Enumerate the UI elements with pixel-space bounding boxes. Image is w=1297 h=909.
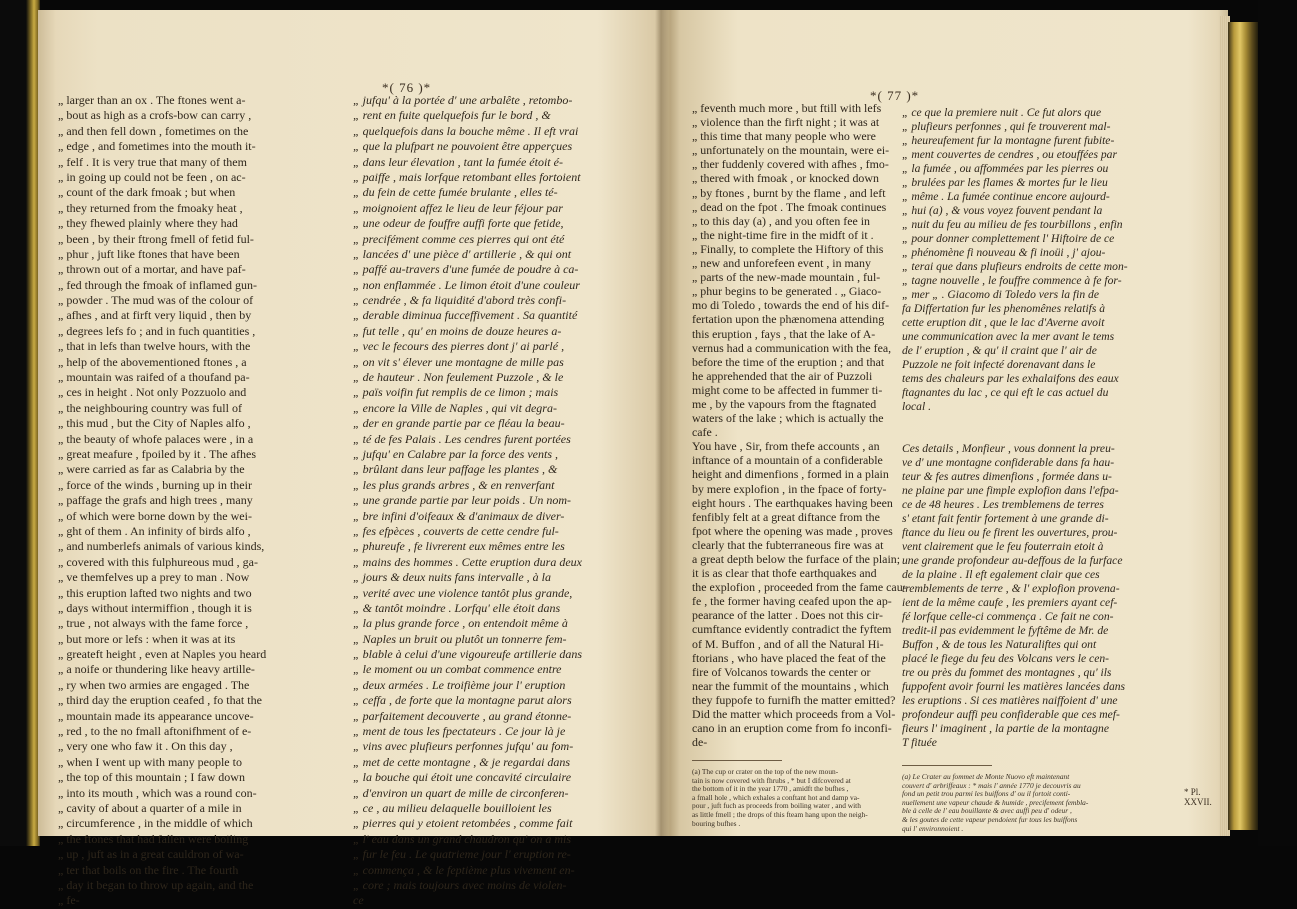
text-line: „ ght of them . An infinity of birds alfo , (58, 523, 251, 538)
text-line: „ greateft height , even at Naples you heard (58, 647, 267, 662)
text-line: they fuppofe to furnifh the matter emitted? (692, 692, 896, 707)
text-line: „ té de fes Palais . Les cendres furent portées (353, 431, 571, 446)
text-line: mo di Toledo , towards the end of his dif- (692, 298, 890, 313)
text-line: „ pour donner complettement l' Hiftoire de ce (902, 232, 1115, 245)
text-line: „ thrown out of a mortar, and have paf- (58, 262, 246, 277)
text-line: pour , juft fuch as proceeds from boiling water , and with (692, 802, 861, 811)
text-line: me , by the vapours from the ftagnated (692, 396, 877, 411)
text-line: „ new and unforefeen event , in many (692, 256, 871, 271)
text-line: „ up , juft as in a great cauldron of wa- (58, 847, 244, 862)
text-line: T fituée (902, 736, 937, 749)
text-line: „ fed through the fmoak of inflamed gun- (58, 277, 257, 292)
text-line: ftorians , who have placed the feat of the (692, 650, 886, 665)
text-line: s' etant fait fentir fortement à une grande di- (902, 512, 1109, 525)
text-line: cafe . (692, 425, 718, 440)
text-line: „ & tantôt moindre . Lorfqu' elle étoit dans (353, 600, 561, 615)
text-line: „ rent en fuite quelquefois fur le bord , & (353, 108, 551, 123)
text-line: „ third day the eruption ceafed , fo that the (58, 693, 262, 708)
text-line: cette eruption dit , que le lac d'Averne avoit (902, 316, 1105, 329)
text-line: „ Naples un bruit ou plutôt un tonnerre fem- (353, 631, 567, 646)
text-line: fertation upon the phænomena attending (692, 312, 885, 327)
text-line: „ parts of the new-made mountain , ful- (692, 270, 881, 285)
text-line: fire of Volcanos towards the center or (692, 664, 871, 679)
text-line: „ the beauty of whofe palaces were , in a (58, 431, 254, 446)
left-page-french-column (353, 93, 635, 909)
text-line: „ heureufement fur la montagne furent fubite- (902, 134, 1115, 147)
text-line: „ met de cette montagne , & je regardai dans (353, 754, 571, 769)
text-line: Ces details , Monfieur , vous donnent la preu- (902, 442, 1115, 455)
text-line: tre ou près du fommet des montagnes , qu' ils (902, 666, 1112, 679)
text-line: „ that in lefs than twelve hours, with the (58, 339, 251, 354)
text-line: local . (902, 400, 931, 413)
text-line: teur & fes autres dimenfions , formée dans u- (902, 470, 1112, 483)
text-line: (a) Le Crater au fommet de Monte Nuovo eft maintenant (902, 773, 1070, 781)
text-line: „ phureufe , fe livrerent eux mêmes entre les (353, 539, 565, 554)
plate-reference-line: XXVII. (1184, 797, 1212, 807)
text-line: „ derable diminua fucceffivement . Sa quantité (353, 308, 578, 323)
background-right (1258, 0, 1297, 846)
text-line: tredit-il pas evidemment le fyftême de Mr. de (902, 624, 1109, 637)
text-line: a great depth below the furface of the plain; (692, 552, 900, 566)
book-gutter (655, 10, 669, 836)
text-line: (a) The cup or crater on the top of the new moun- (692, 768, 839, 776)
text-line: vent clairement que le feu fouterrain etoit à (902, 540, 1104, 553)
text-line: „ days without intermiffion , though it is (58, 600, 252, 615)
text-line: You have , Sir, from thefe accounts , an (692, 439, 880, 454)
text-line: tremblements de terre , & l' explofion provena- (902, 582, 1120, 595)
text-line: „ the top of this mountain ; I faw down (58, 770, 245, 785)
text-line: & les goutes de cette vapeur pendoient fur tous les buiffons (902, 815, 1078, 824)
text-line: profondeur auffi peu confiderable que ces mef- (902, 708, 1120, 721)
text-line: bouring bufhes . (692, 819, 741, 828)
text-line: „ vins avec plufieurs perfonnes jufqu' au fom- (353, 739, 574, 754)
text-line: fpot where the opening was made , proves (692, 523, 893, 538)
text-line: „ violence than the firft night ; it was at (692, 115, 880, 130)
text-line: by mere explofion , in the fpace of forty- (692, 481, 887, 496)
text-line: „ of which were borne down by the wei- (58, 508, 252, 523)
text-line: fenfibly felt at a great diftance from the (692, 509, 880, 524)
text-line: „ and numberlefs animals of various kinds, (58, 539, 265, 554)
text-line: ble à celle de l' eau bouillante & avec auffi peu d' odeur , (902, 807, 1072, 816)
text-line: „ core ; mais toujours avec moins de violen- (353, 877, 567, 892)
text-line: „ fur le feu . Le quatrieme jour l' eruption re- (353, 847, 571, 862)
text-line: une grande profondeur au-deffous de la furface (902, 554, 1123, 567)
text-line: „ ry when two armies are engaged . The (58, 677, 250, 692)
text-line: „ by ftones , burnt by the flame , and left (692, 185, 886, 200)
footnote-rule-english (692, 760, 782, 761)
text-line: „ ces in height . Not only Pozzuolo and (58, 385, 247, 400)
text-line: „ ce que la premiere nuit . Ce fut alors que (902, 106, 1102, 119)
text-line: „ les plus grands arbres , & en renverfant (353, 477, 555, 492)
text-line: ne plaine par une fimple explofion dans l'efpa- (902, 484, 1119, 497)
text-line: „ phur , juft like ftones that have been (58, 246, 240, 261)
text-line: „ powder . The mud was of the colour of (58, 293, 254, 308)
text-line: „ vec le fecours des pierres dont j' ai parlé , (353, 339, 565, 354)
text-line: as little fmell ; the drops of this fteam hang upon the neigh- (692, 810, 868, 819)
text-line: fe , the former having ceafed upon the ap- (692, 594, 892, 609)
right-page-french-footnote (902, 773, 1172, 833)
text-line: „ une odeur de fouffre auffi forte que fetide, (353, 216, 564, 231)
text-line: „ verité avec une violence tantôt plus grande, (353, 585, 573, 600)
text-line: „ the night-time fire in the midft of it . (692, 227, 874, 242)
text-line: „ great meafure , fpoiled by it . The afhes (58, 446, 257, 461)
text-line: tain is now covered with fhrubs , * but I difcovered at (692, 776, 851, 785)
text-line: a fmall hole , which exhales a conftant hot and damp va- (692, 793, 860, 802)
text-line: „ ve themfelves up a prey to man . Now (58, 570, 250, 585)
text-line: „ pierres qui y etoient retombées , comme fait (353, 816, 573, 831)
text-line: „ terai que dans plufieurs endroits de cette mon- (902, 260, 1128, 273)
text-line: „ Finally, to complete the Hiftory of this (692, 241, 884, 256)
text-line: „ la bouche qui étoit une concavité circulaire (353, 770, 572, 785)
text-line: before the time of the eruption ; and that (692, 354, 885, 369)
text-line: „ they fhewed plainly where they had (58, 216, 238, 231)
text-line: „ into its mouth , which was a round con- (58, 785, 257, 800)
text-line: de la plaine . Il eft egalement clair que ces (902, 568, 1100, 581)
text-line: „ mountain made its appearance uncove- (58, 708, 254, 723)
text-line: „ païs voifin fut remplis de ce limon ; mais (353, 385, 559, 400)
text-line: „ tagne nouvelle , le fouffre commence à fe for- (902, 274, 1122, 287)
text-line: Puzzole ne foit infecté dorenavant dans le (902, 358, 1096, 371)
text-line: „ afhes , and at firft very liquid , then by (58, 308, 252, 323)
text-line: „ the ftones that had fallen were boiling (58, 831, 249, 846)
right-page-french-column (902, 106, 1176, 750)
text-line: „ in going up could not be feen , on ac- (58, 169, 246, 184)
text-line: „ ter that boils on the fire . The fourth (58, 862, 239, 877)
text-line: cano in an eruption come from fo inconfi- (692, 721, 892, 736)
text-line: cumftance evidently contradict the fyftem (692, 622, 892, 637)
text-line: „ non enflammée . Le limon étoit d'une couleur (353, 277, 580, 292)
text-line: „ unfortunately on the mountain, were ei- (692, 143, 890, 158)
text-line: „ nuit du feu au milieu de fes tourbillons , enfin (902, 218, 1123, 231)
text-line: it is as clear that thofe earthquakes and (692, 566, 877, 581)
text-line: „ hui (a) , & vous voyez fouvent pendant la (902, 204, 1103, 217)
left-page-english-column (58, 93, 334, 909)
text-line: „ jufqu' en Calabre par la force des vents , (353, 446, 558, 461)
text-line: fé lorfque celle-ci commença . Ce fait ne con- (902, 610, 1114, 623)
text-line: les eruptions . Si ces matières naiffoient d' une (902, 694, 1118, 707)
text-line: „ jufqu' à la portée d' une arbalête , retombo- (353, 93, 573, 107)
text-line: „ to this day (a) , and you often fee in (692, 213, 870, 228)
text-line: „ day it began to throw up again, and the (58, 877, 254, 892)
text-line: „ true , not always with the fame force , (58, 616, 249, 631)
text-line: „ ment de tous les fpectateurs . Ce jour là je (353, 724, 566, 739)
text-line: fuppofent avoir fourni les matières lancées dans (902, 680, 1126, 693)
text-line: „ this time that many people who were (692, 129, 876, 144)
text-line: couvert d' arbriffeaux : * mais l' année 1770 je decouvris au (902, 781, 1081, 790)
text-line: „ blable à celui d'une vigoureufe artillerie dans (353, 647, 583, 662)
text-line: „ l' eau dans un grand chaudron qu' on a mis (353, 831, 572, 846)
text-line: „ mains des hommes . Cette eruption dura deux (353, 554, 582, 569)
text-line: „ feventh much more , but ftill with lefs (692, 101, 882, 115)
text-line: „ de hauteur . Non feulement Puzzole , & le (353, 370, 564, 385)
text-line: „ jours & deux nuits fans intervalle , à la (353, 570, 551, 585)
text-line (902, 414, 1176, 428)
text-line: „ même . La fumée continue encore aujourd- (902, 190, 1110, 203)
text-line: „ deux armées . Le troifième jour l' eruption (353, 677, 566, 692)
text-line: ce de 48 heures . Les tremblemens de terres (902, 498, 1104, 511)
text-line: „ ceffa , de forte que la montagne parut alors (353, 693, 572, 708)
text-line: „ phénomène fi nouveau & fi inoüi , j' ajou- (902, 246, 1106, 259)
text-line: „ felf . It is very true that many of them (58, 154, 247, 169)
text-line: „ que la plufpart ne pouvoient être apperçues (353, 139, 573, 154)
footnote-rule-french (902, 765, 992, 766)
text-line: „ been , by their ftrong fmell of fetid ful- (58, 231, 254, 246)
text-line: nuellement une vapeur chaude & humide , precifement fembla- (902, 798, 1089, 807)
text-line: „ were carried as far as Calabria by the (58, 462, 245, 477)
text-line: pearance of the latter . Does not this cir- (692, 608, 883, 623)
text-line: Buffon , & de tous les Naturaliftes qui ont (902, 638, 1097, 651)
text-line: „ help of the abovementioned ftones , a (58, 354, 247, 369)
text-line: „ bre infini d'oifeaux & d'animaux de diver- (353, 508, 565, 523)
text-line: „ fut telle , qu' en moins de douze heures a- (353, 323, 562, 338)
text-line: „ circumference , in the middle of which (58, 816, 253, 831)
text-line: „ ment couvertes de cendres , ou etouffées par (902, 148, 1117, 161)
text-line: fa Differtation fur les phenomênes relatifs à (902, 302, 1106, 315)
text-line: „ d'environ un quart de mille de circonferen- (353, 785, 569, 800)
text-line: ftagnantes du lac , ce qui eft le cas actuel du (902, 386, 1109, 399)
text-line: Did the matter which proceeds from a Vol- (692, 707, 896, 722)
text-line: une communication avec la mer avant le tems (902, 330, 1115, 343)
text-line: „ on vit s' élever une montagne de mille pas (353, 354, 564, 369)
text-line: „ red , to the no fmall aftonifhment of e- (58, 724, 252, 739)
text-line: „ commença , & le feptième plus vivement en- (353, 862, 575, 877)
text-line: „ a noife or thundering like heavy artille- (58, 662, 255, 677)
text-line: „ covered with this fulphureous mud , ga- (58, 554, 258, 569)
page-number-left: *( 76 )* (382, 80, 432, 95)
page-number-right: *( 77 )* (870, 88, 920, 103)
plate-reference-note (1184, 787, 1212, 807)
text-line: of M. Buffon , and of all the Natural Hi- (692, 636, 884, 651)
text-line: „ paffé au-travers d'une fumée de poudre à ca- (353, 262, 579, 277)
text-line: „ la plus grande force , on entendoit même à (353, 616, 568, 631)
text-line: „ fe- (58, 893, 80, 908)
text-line: „ the neighbouring country was full of (58, 400, 242, 415)
text-line: near the fummit of the mountains , which (692, 678, 889, 693)
text-line: de l' eruption , & qu' il craint que l' air de (902, 344, 1097, 357)
text-line: clearly that the fubterraneous fire was at (692, 537, 884, 552)
text-line: the explofion , proceeded from the fame cau- (692, 580, 907, 595)
text-line: „ dead on the fpot . The fmoak continues (692, 199, 887, 214)
text-line: ce (353, 893, 364, 908)
text-line: „ they returned from the fmoaky heat , (58, 200, 243, 215)
text-line: „ lancées d' une pièce d' artillerie , & qui ont (353, 246, 572, 261)
text-line: inftance of a mountain of a confiderable (692, 453, 883, 468)
text-line: „ very one who faw it . On this day , (58, 739, 233, 754)
text-line: „ brûlant dans leur paffage les plantes , & (353, 462, 558, 477)
text-line: he apprehended that the air of Puzzoli (692, 368, 873, 383)
text-line: eight hours . The earthquakes having been (692, 495, 893, 510)
text-line: de- (692, 735, 708, 750)
text-line: „ count of the dark fmoak ; but when (58, 185, 236, 200)
text-line: ve d' une montagne confiderable dans fa hau- (902, 456, 1115, 469)
text-line: „ phur begins to be generated . „ Giaco- (692, 284, 882, 299)
text-line: „ degrees lefs fo ; and in fuch quantities , (58, 323, 256, 338)
text-line: „ brulées par les flames & mortes fur le lieu (902, 176, 1108, 189)
text-line (902, 428, 1176, 442)
text-line: „ cendrée , & fa liquidité d'abord très confi- (353, 293, 567, 308)
text-line: fond un petit trou parmi les buiffons d' ou il fortoit conti- (902, 790, 1071, 799)
text-line: „ mer „ . Giacomo di Toledo vers la fin de (902, 288, 1099, 301)
text-line: „ ther fuddenly covered with afhes , fmo- (692, 157, 889, 172)
text-line: „ precifément comme ces pierres qui ont été (353, 231, 565, 246)
text-line: „ une grande partie par leur poids . Un nom- (353, 493, 571, 508)
text-line: this eruption , fays , that the lake of A- (692, 326, 876, 341)
text-line: ftance du lieu ou fe firent les ouvertures, prou- (902, 526, 1118, 539)
text-line: „ force of the winds , burning up in their (58, 477, 252, 492)
text-line: might come to be affected in fummer ti- (692, 382, 883, 397)
text-line: „ but more or lefs : when it was at its (58, 631, 236, 646)
text-line: vernus had a communication with the fea, (692, 340, 892, 355)
text-line: „ fes efpèces , couverts de cette cendre ful- (353, 523, 559, 538)
text-line: „ parfaitement decouverte , au grand étonne- (353, 708, 572, 723)
text-line: „ edge , and fometimes into the mouth it- (58, 139, 256, 154)
text-line: „ plufieurs perfonnes , qui fe trouverent mal- (902, 120, 1111, 133)
text-line: placé le fiege du feu des Volcans vers le cen- (902, 652, 1109, 665)
text-line: „ cavity of about a quarter of a mile in (58, 800, 242, 815)
text-line: „ this eruption lafted two nights and two (58, 585, 252, 600)
text-line: ient de la même caufe , les premiers ayant cef- (902, 596, 1118, 609)
book-right-edge (1228, 22, 1258, 830)
text-line: „ larger than an ox . The ftones went a- (58, 93, 246, 107)
text-line: qui l' environnoient . (902, 824, 964, 833)
text-line: „ this mud , but the City of Naples alfo , (58, 416, 251, 431)
text-line: „ quelquefois dans la bouche même . Il eft vrai (353, 123, 579, 138)
text-line: „ and then fell down , fometimes on the (58, 123, 249, 138)
text-line: „ ce , au milieu delaquelle bouilloient les (353, 800, 552, 815)
text-line: tems des chaleurs par les exhalaifons des eaux (902, 372, 1119, 385)
text-line: „ der en grande partie par ce fléau la beau- (353, 416, 565, 431)
text-line: „ paiffe , mais lorfque retombant elles fortoient (353, 169, 581, 184)
text-line: „ moignoient affez le lieu de leur féjour par (353, 200, 563, 215)
text-line: „ du fein de cette fumée brulante , elles té- (353, 185, 558, 200)
text-line: „ paffage the grafs and high trees , many (58, 493, 253, 508)
text-line: „ when I went up with many people to (58, 754, 242, 769)
text-line: waters of the lake ; which is actually the (692, 411, 884, 426)
text-line: height and dimenfions , formed in a plain (692, 467, 889, 482)
text-line: „ encore la Ville de Naples , qui vit degra- (353, 400, 557, 415)
text-line: „ le moment ou un combat commence entre (353, 662, 562, 677)
text-line: „ bout as high as a crofs-bow can carry , (58, 108, 252, 123)
text-line: „ la fumée , ou affommées par les pierres ou (902, 162, 1109, 175)
text-line: the bottom of it in the year 1770 , amidft the bufhes , (692, 785, 849, 794)
text-line: „ dans leur élevation , tant la fumée étoit é- (353, 154, 563, 169)
plate-reference-line: * Pl. (1184, 787, 1201, 797)
text-line: „ thered with fmoak , or knocked down (692, 171, 879, 186)
text-line: „ mountain was raifed of a thoufand pa- (58, 370, 250, 385)
book-left-edge (0, 0, 40, 846)
text-line: fieurs l' imaginent , la partie de la montagne (902, 722, 1109, 735)
